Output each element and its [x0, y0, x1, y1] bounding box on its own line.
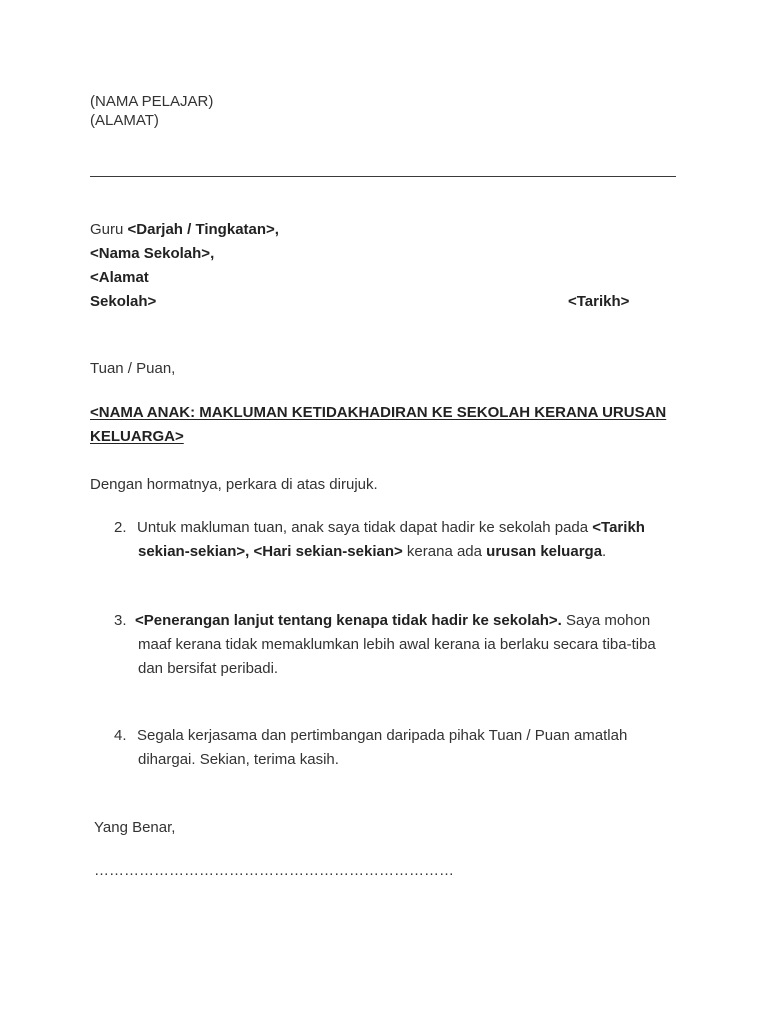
- paragraph-text: Segala kerjasama dan pertimbangan daripada pihak Tuan / Puan amatlah: [137, 727, 628, 744]
- subject-line-1: <NAMA ANAK: MAKLUMAN KETIDAKHADIRAN KE SEKOLAH KERANA URUSAN: [90, 404, 667, 421]
- paragraph-2-line-2: [138, 543, 606, 561]
- paragraph-2-number: 2.: [114, 519, 127, 536]
- paragraph-3-line-1: [135, 612, 650, 630]
- emphasis-text: sekian-sekian>, <Hari sekian-sekian>: [138, 543, 403, 560]
- paragraph-4-line-1: [137, 727, 627, 745]
- paragraph-4-line-2: [138, 751, 339, 769]
- paragraph-text: maaf kerana tidak memaklumkan lebih awal kerana ia berlaku secara tiba-tiba: [138, 636, 656, 653]
- recipient-teacher-line: [90, 221, 279, 239]
- recipient-prefix: Guru: [90, 221, 128, 238]
- recipient-school-address-line-2: Sekolah>: [90, 293, 157, 310]
- subject-line-2: KELUARGA>: [90, 428, 184, 445]
- separator-line: [90, 176, 676, 177]
- signature-line: ………………………………………………………………: [94, 862, 454, 879]
- letter-date: <Tarikh>: [568, 293, 630, 310]
- recipient-class: <Darjah / Tingkatan>,: [127, 221, 279, 238]
- paragraph-3-line-3: [138, 660, 278, 678]
- paragraph-2-line-1: [137, 519, 645, 537]
- paragraph-text: dihargai. Sekian, terima kasih.: [138, 751, 339, 768]
- emphasis-text: <Penerangan lanjut tentang kenapa tidak hadir ke sekolah>.: [135, 612, 562, 629]
- paragraph-4-number: 4.: [114, 727, 127, 744]
- emphasis-text: <Tarikh: [592, 519, 645, 536]
- recipient-school-address-line-1: <Alamat: [90, 269, 149, 286]
- sender-name: (NAMA PELAJAR): [90, 93, 214, 110]
- paragraph-3-number: 3.: [114, 612, 127, 629]
- paragraph-3-line-2: [138, 636, 656, 654]
- recipient-school-name: <Nama Sekolah>,: [90, 245, 215, 262]
- paragraph-text: .: [602, 543, 607, 560]
- paragraph-text: Saya mohon: [561, 612, 651, 629]
- salutation: Tuan / Puan,: [90, 360, 176, 377]
- emphasis-text: urusan keluarga: [486, 543, 603, 560]
- opening-line: Dengan hormatnya, perkara di atas dirujuk.: [90, 476, 378, 493]
- paragraph-text: Untuk makluman tuan, anak saya tidak dapat hadir ke sekolah pada: [137, 519, 593, 536]
- closing: Yang Benar,: [94, 819, 176, 836]
- paragraph-text: kerana ada: [402, 543, 487, 560]
- sender-address: (ALAMAT): [90, 112, 159, 129]
- paragraph-text: dan bersifat peribadi.: [138, 660, 279, 677]
